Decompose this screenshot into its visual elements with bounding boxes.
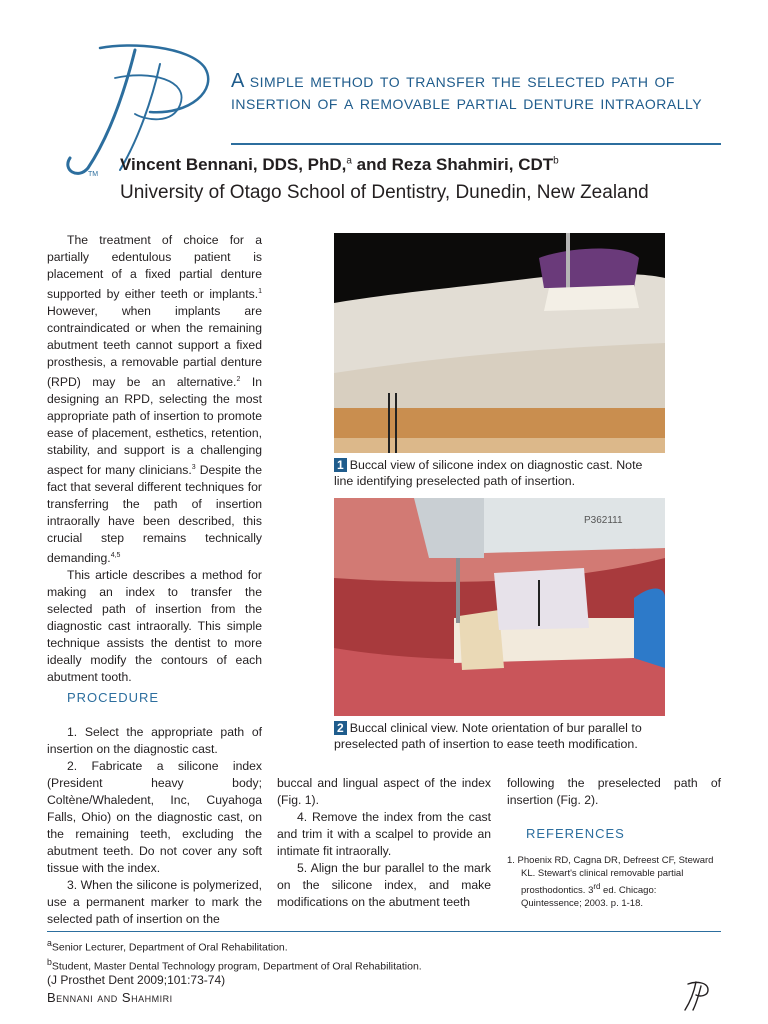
step-3-cont: buccal and lingual aspect of the index (Fig. 1). (277, 776, 491, 807)
column-2 (277, 775, 491, 911)
procedure-steps (47, 724, 262, 928)
figure-2-number: 2 (334, 721, 347, 735)
footnotes (47, 936, 727, 987)
step-1: 1. Select the appropriate path of insertion on the diagnostic cast. (47, 725, 262, 756)
references-heading: REFERENCES (526, 826, 625, 841)
figure-1-caption: 1 Buccal view of silicone index on diagnostic cast. Note line identifying preselected path of insertion. (334, 458, 643, 488)
footnote-a: $^a$Senior Lecturer, Department of Oral Rehabilitation. (47, 938, 288, 954)
footer-rule (47, 931, 721, 932)
column-1 (47, 232, 262, 686)
handpiece-label: P362111 (584, 515, 623, 526)
footer-logo-icon (676, 978, 712, 1014)
step-3: 3. When the silicone is polymerized, use a permanent marker to mark the selected path of insertion on the (47, 878, 262, 926)
figure-1-number: 1 (334, 458, 347, 472)
column-3 (507, 775, 721, 809)
authors: Vincent Bennani, DDS, PhD,$^a$ and Reza Shahmiri, CDT$^b$ (120, 155, 559, 174)
reference-1: 1. Phoenix RD, Cagna DR, Defreest CF, Steward KL. Stewart's clinical removable partial prosthodontics. 3rd ed. Chicago: Quintessence; 2003. p. 1-18. (507, 855, 714, 910)
step-2: 2. Fabricate a silicone index (President heavy body; Coltène/Whaledent, Inc, Cuyahoga Falls, Ohio) on the diagnostic cast, on the remaining teeth, excluding the abutment teeth. Do not cover any soft tissue with the index. (47, 759, 262, 875)
footnote-b: $^b$Student, Master Dental Technology program, Department of Oral Rehabilitation. (47, 956, 422, 972)
step-5: 5. Align the bur parallel to the mark on the silicone index, and make modifications on the abutment teeth (277, 861, 491, 909)
step-4: 4. Remove the index from the cast and trim it with a scalpel to provide an intimate fit intraorally. (277, 810, 491, 858)
citation: (J Prosthet Dent 2009;101:73-74) (47, 973, 226, 987)
title-rule (231, 143, 721, 145)
reference-list (507, 854, 717, 910)
paragraph-method: This article describes a method for making an index to transfer the selected path of insertion from the diagnostic cast intraorally. This simple technique assists the dentist to more ideally modify the contours of each abutment tooth. (47, 568, 262, 685)
paragraph-intro: The treatment of choice for a partially edentulous patient is placement of a fixed partial denture supported by either teeth or implants.$^1$ However, when implants are contraindicated or when the remaining abutment teeth cannot support a fixed prosthesis, a removable partial denture (RPD) may be an alternative.$^2$ In designing an RPD, selecting the most appropriate path of insertion to promote ease of placement, esthetics, retention, stability, and support is a challenging aspect for many clinicians.$^3$ Despite the fact that several different techniques for transferring the path of insertion intraorally have been described, this crucial step remains technically demanding.$^{4,5}$ (47, 233, 262, 566)
running-head: Bennani and Shahmiri (47, 990, 173, 1005)
figure-1-image (334, 233, 665, 453)
affiliation: University of Otago School of Dentistry, Dunedin, New Zealand (120, 182, 649, 203)
article-title: A simple method to transfer the selected path of insertion of a removable partial denture intraorally (231, 70, 703, 114)
step-5-cont: following the preselected path of insertion (Fig. 2). (507, 776, 721, 807)
figure-2-caption: 2 Buccal clinical view. Note orientation of bur parallel to preselected path of insertion to ease teeth modification. (334, 721, 642, 751)
figure-2-image (334, 498, 665, 716)
logo-tm: TM (88, 171, 99, 178)
procedure-heading: PROCEDURE (67, 690, 160, 705)
